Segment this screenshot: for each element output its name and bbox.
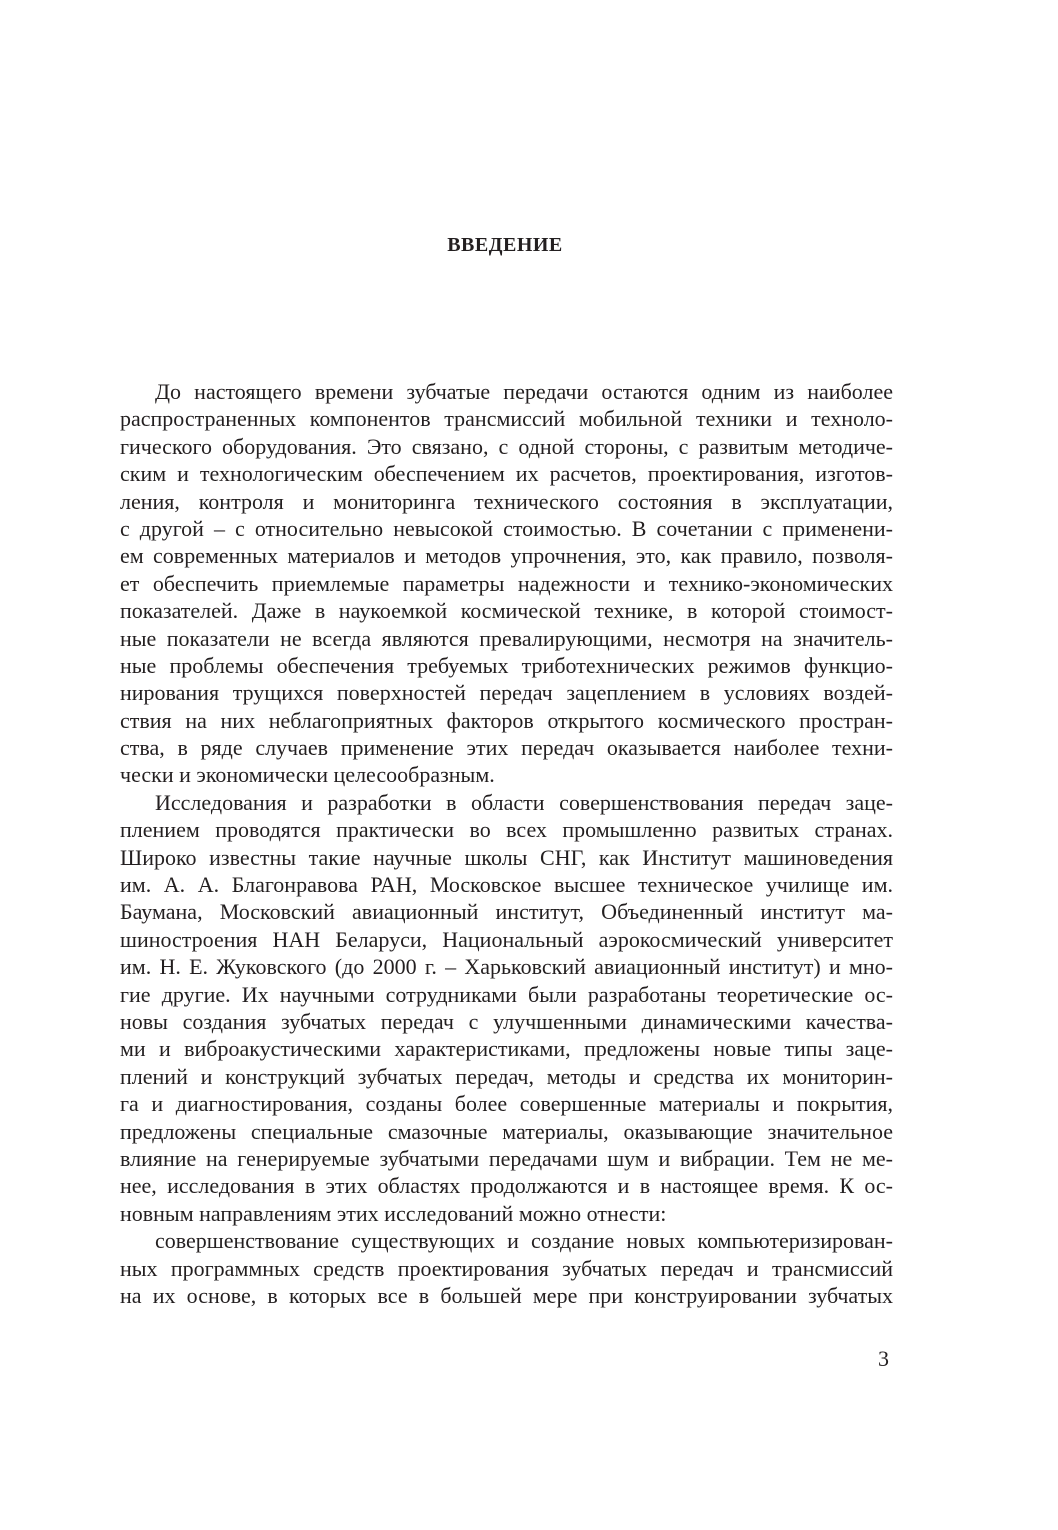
text-line: влияние на генерируемые зубчатыми передачами шум и вибрации. Тем не ме- [120, 1145, 893, 1171]
text-line: Баумана, Московский авиационный институт, Объединенный институт ма- [120, 899, 893, 925]
text-line: нирования трущихся поверхностей передач зацеплением в условиях воздей- [120, 680, 893, 706]
text-line: новным направлениям этих исследований можно отнести: [120, 1200, 667, 1226]
text-line: чески и экономически целесообразным. [120, 762, 495, 788]
text-line: ства, в ряде случаев применение этих передач оказывается наиболее техни- [120, 735, 893, 761]
text-line: плением проводятся практически во всех промышленно развитых странах. [120, 817, 893, 843]
text-line: ные показатели не всегда являются превалирующими, несмотря на значитель- [120, 625, 893, 651]
text-line: с другой – с относительно невысокой стоимостью. В сочетании с применени- [120, 515, 893, 541]
text-line: ных программных средств проектирования зубчатых передач и трансмиссий [120, 1255, 893, 1281]
text-line: Широко известны такие научные школы СНГ, как Институт машиноведения [120, 844, 893, 870]
text-line: шиностроения НАН Беларуси, Национальный аэрокосмический университет [120, 926, 893, 952]
text-line: Исследования и разработки в области совершенствования передач заце- [155, 789, 893, 815]
chapter-heading: ВВЕДЕНИЕ [447, 234, 563, 256]
text-line: нее, исследования в этих областях продолжаются и в настоящее время. К ос- [120, 1173, 893, 1199]
text-line: новы создания зубчатых передач с улучшенными динамическими качества- [120, 1008, 893, 1034]
text-line: плений и конструкций зубчатых передач, методы и средства их мониторин- [120, 1063, 893, 1089]
text-line: ским и технологическим обеспечением их расчетов, проектирования, изготов- [120, 461, 893, 487]
text-line: ствия на них неблагоприятных факторов открытого космического простран- [120, 707, 893, 733]
text-line: До настоящего времени зубчатые передачи остаются одним из наиболее [155, 379, 893, 404]
text-line: показателей. Даже в наукоемкой космической технике, в которой стоимост- [120, 598, 893, 624]
text-line: ет обеспечить приемлемые параметры надежности и технико-экономических [120, 570, 893, 596]
text-line: ми и виброакустическими характеристиками, предложены новые типы заце- [120, 1036, 893, 1062]
text-line: гического оборудования. Это связано, с одной стороны, с развитым методиче- [120, 433, 893, 459]
text-line: на их основе, в которых все в большей мере при конструировании зубчатых [120, 1282, 893, 1308]
text-line: им. А. А. Благонравова РАН, Московское высшее техническое училище им. [120, 872, 893, 898]
text-line: совершенствование существующих и создание новых компьютеризирован- [155, 1228, 893, 1254]
paragraph [120, 378, 893, 789]
text-line: предложены специальные смазочные материалы, оказывающие значительное [120, 1118, 893, 1144]
page-number: 3 [878, 1346, 889, 1371]
text-line: ем современных материалов и методов упрочнения, это, как правило, позволя- [120, 543, 893, 569]
body-text [120, 378, 893, 1309]
text-line: ные проблемы обеспечения требуемых триботехнических режимов функцио- [120, 652, 893, 678]
text-line: распространенных компонентов трансмиссий мобильной техники и техноло- [120, 406, 893, 432]
text-line: гие другие. Их научными сотрудниками были разработаны теоретические ос- [120, 981, 893, 1007]
text-line: ления, контроля и мониторинга технического состояния в эксплуатации, [120, 488, 893, 514]
paragraph [120, 789, 893, 1227]
text-line: им. Н. Е. Жуковского (до 2000 г. – Харьковский авиационный институт) и мно- [120, 954, 893, 980]
text-line: га и диагностирования, созданы более совершенные материалы и покрытия, [120, 1091, 893, 1117]
paragraph [120, 1227, 893, 1309]
